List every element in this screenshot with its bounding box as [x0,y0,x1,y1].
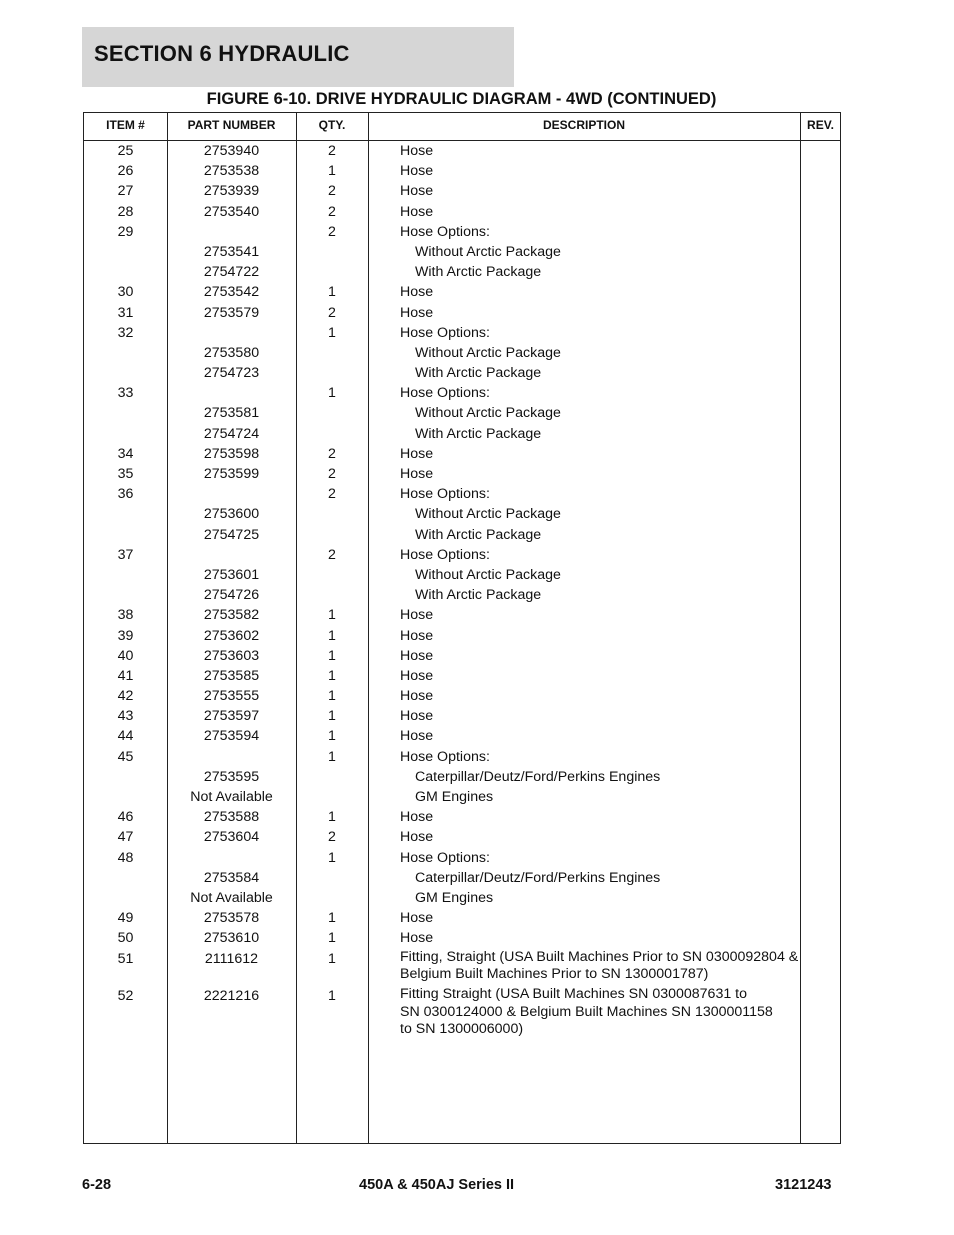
item-number: 49 [117,910,134,927]
part-number: 2753610 [203,930,260,947]
column-header-qty: QTY. [318,118,346,132]
item-number: 28 [117,203,134,220]
part-number: 2753585 [203,667,260,684]
part-number: 2753580 [203,344,260,361]
description: Caterpillar/Deutz/Ford/Perkins Engines [415,869,661,886]
item-number: 46 [117,809,134,826]
part-number: 2754722 [203,264,260,281]
item-number: 42 [117,688,134,705]
column-header-part-number: PART NUMBER [187,118,276,132]
description: Hose Options: [400,324,490,341]
part-number: 2753541 [203,243,260,260]
parts-table [83,112,841,1144]
table-row [84,888,840,908]
table-row [84,424,840,444]
part-number: 2753604 [203,829,260,846]
table-row [84,646,840,666]
item-number: 29 [117,223,134,240]
table-row [84,908,840,928]
table-row [84,525,840,545]
table-row [84,242,840,262]
part-number: 2753555 [203,688,260,705]
table-row [84,181,840,201]
table-row [84,787,840,807]
description: Hose [400,688,434,705]
item-number: 35 [117,466,134,482]
quantity: 2 [328,546,336,563]
description: Hose [400,183,434,200]
part-number: Not Available [190,889,273,906]
quantity: 2 [328,466,336,482]
item-number: 38 [117,607,134,624]
description: Without Arctic Package [415,506,561,523]
quantity: 1 [328,385,336,402]
table-row [84,827,840,847]
figure-title: FIGURE 6-10. DRIVE HYDRAULIC DIAGRAM - 4WD (CONTINUED) [206,90,717,108]
description: Caterpillar/Deutz/Ford/Perkins Engines [415,768,661,785]
description: Hose Options: [400,223,490,240]
quantity: 2 [328,143,336,159]
description: Fitting Straight (USA Built Machines SN 0300087631 to SN 0300124000 & Belgium Built Machines SN 1300001158 to SN 1300006000) [400,986,773,1038]
part-number: 2754726 [203,587,260,604]
part-number: 2753578 [203,910,260,927]
item-number: 50 [117,930,134,947]
part-number: 2753603 [203,647,260,664]
table-row [84,767,840,787]
description: Hose Options: [400,849,490,866]
description: Without Arctic Package [415,566,561,583]
description: Hose [400,910,434,927]
part-number: 2753538 [203,163,260,180]
item-number: 25 [117,143,134,159]
table-row [84,949,840,987]
item-number: 27 [117,183,134,200]
item-number: 40 [117,647,134,664]
description: Hose [400,284,434,301]
item-number: 32 [117,324,134,341]
table-body [84,141,840,1041]
table-row [84,626,840,646]
part-number: Not Available [190,789,273,805]
description: Without Arctic Package [415,344,561,361]
part-number: 2753579 [203,304,260,321]
quantity: 2 [328,829,336,846]
column-header-item: ITEM # [106,118,145,132]
description: Without Arctic Package [415,243,561,260]
quantity: 1 [328,809,336,826]
quantity: 1 [328,688,336,705]
part-number: 2753940 [203,143,260,159]
item-number: 52 [117,988,134,1005]
quantity: 1 [328,647,336,664]
table-row [84,726,840,746]
table-row [84,747,840,767]
part-number: 2111612 [204,950,259,967]
quantity: 2 [328,183,336,200]
quantity: 2 [328,486,336,503]
part-number: 2753582 [203,607,260,624]
part-number: 2753595 [203,768,260,785]
quantity: 1 [328,667,336,684]
quantity: 1 [328,607,336,624]
table-row [84,504,840,524]
quantity: 2 [328,445,336,462]
item-number: 45 [117,748,134,765]
item-number: 37 [117,546,134,563]
table-row [84,262,840,282]
description: Hose Options: [400,748,490,765]
table-row [84,222,840,242]
part-number: 2753599 [203,466,260,482]
description: Hose [400,667,434,684]
table-row [84,141,840,161]
quantity: 1 [328,849,336,866]
table-row [84,848,840,868]
part-number: 2753584 [203,869,260,886]
table-row [84,585,840,605]
table-row [84,323,840,343]
part-number: 2753581 [203,405,260,422]
item-number: 48 [117,849,134,866]
table-row [84,565,840,585]
item-number: 51 [117,950,134,967]
description: Hose [400,930,434,947]
quantity: 1 [328,748,336,765]
description: Without Arctic Package [415,405,561,422]
table-row [84,868,840,888]
part-number: 2753939 [203,183,260,200]
description: With Arctic Package [415,365,542,382]
description: With Arctic Package [415,526,542,543]
column-header-rev: REV. [807,118,834,132]
part-number: 2753594 [203,728,260,745]
table-row [84,161,840,181]
description: GM Engines [415,889,494,906]
section-title: SECTION 6 HYDRAULIC [94,41,350,66]
table-row [84,807,840,827]
description: Hose [400,829,434,846]
description: Hose [400,728,434,745]
part-number: 2753540 [203,203,260,220]
table-row [84,444,840,464]
table-row [84,545,840,565]
table-row [84,303,840,323]
quantity: 1 [328,910,336,927]
quantity: 1 [328,728,336,745]
part-number: 2753600 [203,506,260,523]
item-number: 47 [117,829,134,846]
table-row [84,343,840,363]
table-row [84,403,840,423]
quantity: 2 [328,304,336,321]
description: GM Engines [415,789,494,805]
part-number: 2221216 [203,988,260,1005]
part-number: 2753601 [203,566,260,583]
part-number: 2754724 [203,425,260,442]
part-number: 2753588 [203,809,260,826]
table-row [84,464,840,484]
description: Hose [400,163,434,180]
table-row [84,686,840,706]
description: Hose [400,809,434,826]
description: Hose [400,466,434,482]
description: Hose Options: [400,546,490,563]
item-number: 33 [117,385,134,402]
quantity: 1 [328,163,336,180]
table-row [84,986,840,1041]
quantity: 2 [328,203,336,220]
quantity: 1 [328,284,336,301]
table-row [84,383,840,403]
quantity: 1 [328,950,336,967]
model-name: 450A & 450AJ Series II [359,1177,515,1193]
item-number: 36 [117,486,134,503]
page-number: 6-28 [82,1177,112,1193]
item-number: 43 [117,708,134,725]
item-number: 31 [117,304,134,321]
item-number: 26 [117,163,134,180]
description: Hose [400,143,434,159]
description: Hose [400,445,434,462]
description: Hose Options: [400,385,490,402]
item-number: 44 [117,728,134,745]
table-row [84,706,840,726]
table-row [84,928,840,948]
item-number: 41 [117,667,134,684]
quantity: 1 [328,930,336,947]
description: Hose [400,203,434,220]
part-number: 2753542 [203,284,260,301]
description: Hose [400,708,434,725]
item-number: 39 [117,627,134,644]
table-row [84,666,840,686]
table-row [84,484,840,504]
section-header-bar [82,27,514,87]
quantity: 2 [328,223,336,240]
description: With Arctic Package [415,264,542,281]
table-row [84,363,840,383]
description: With Arctic Package [415,587,542,604]
item-number: 34 [117,445,134,462]
description: With Arctic Package [415,425,542,442]
table-row [84,282,840,302]
description: Hose [400,607,434,624]
quantity: 1 [328,627,336,644]
column-header-description: DESCRIPTION [542,118,625,132]
part-number: 2754725 [203,526,260,543]
quantity: 1 [328,988,336,1005]
part-number: 2754723 [203,365,260,382]
document-number: 3121243 [775,1177,832,1193]
description: Hose [400,304,434,321]
description: Fitting, Straight (USA Built Machines Prior to SN 0300092804 & Belgium Built Machines Prior to SN 1300001787) [400,948,799,982]
quantity: 1 [328,708,336,725]
table-row [84,202,840,222]
description: Hose [400,627,434,644]
quantity: 1 [328,324,336,341]
table-row [84,605,840,625]
part-number: 2753598 [203,445,260,462]
description: Hose [400,647,434,664]
part-number: 2753597 [203,708,260,725]
description: Hose Options: [400,486,490,503]
item-number: 30 [117,284,134,301]
part-number: 2753602 [203,627,260,644]
